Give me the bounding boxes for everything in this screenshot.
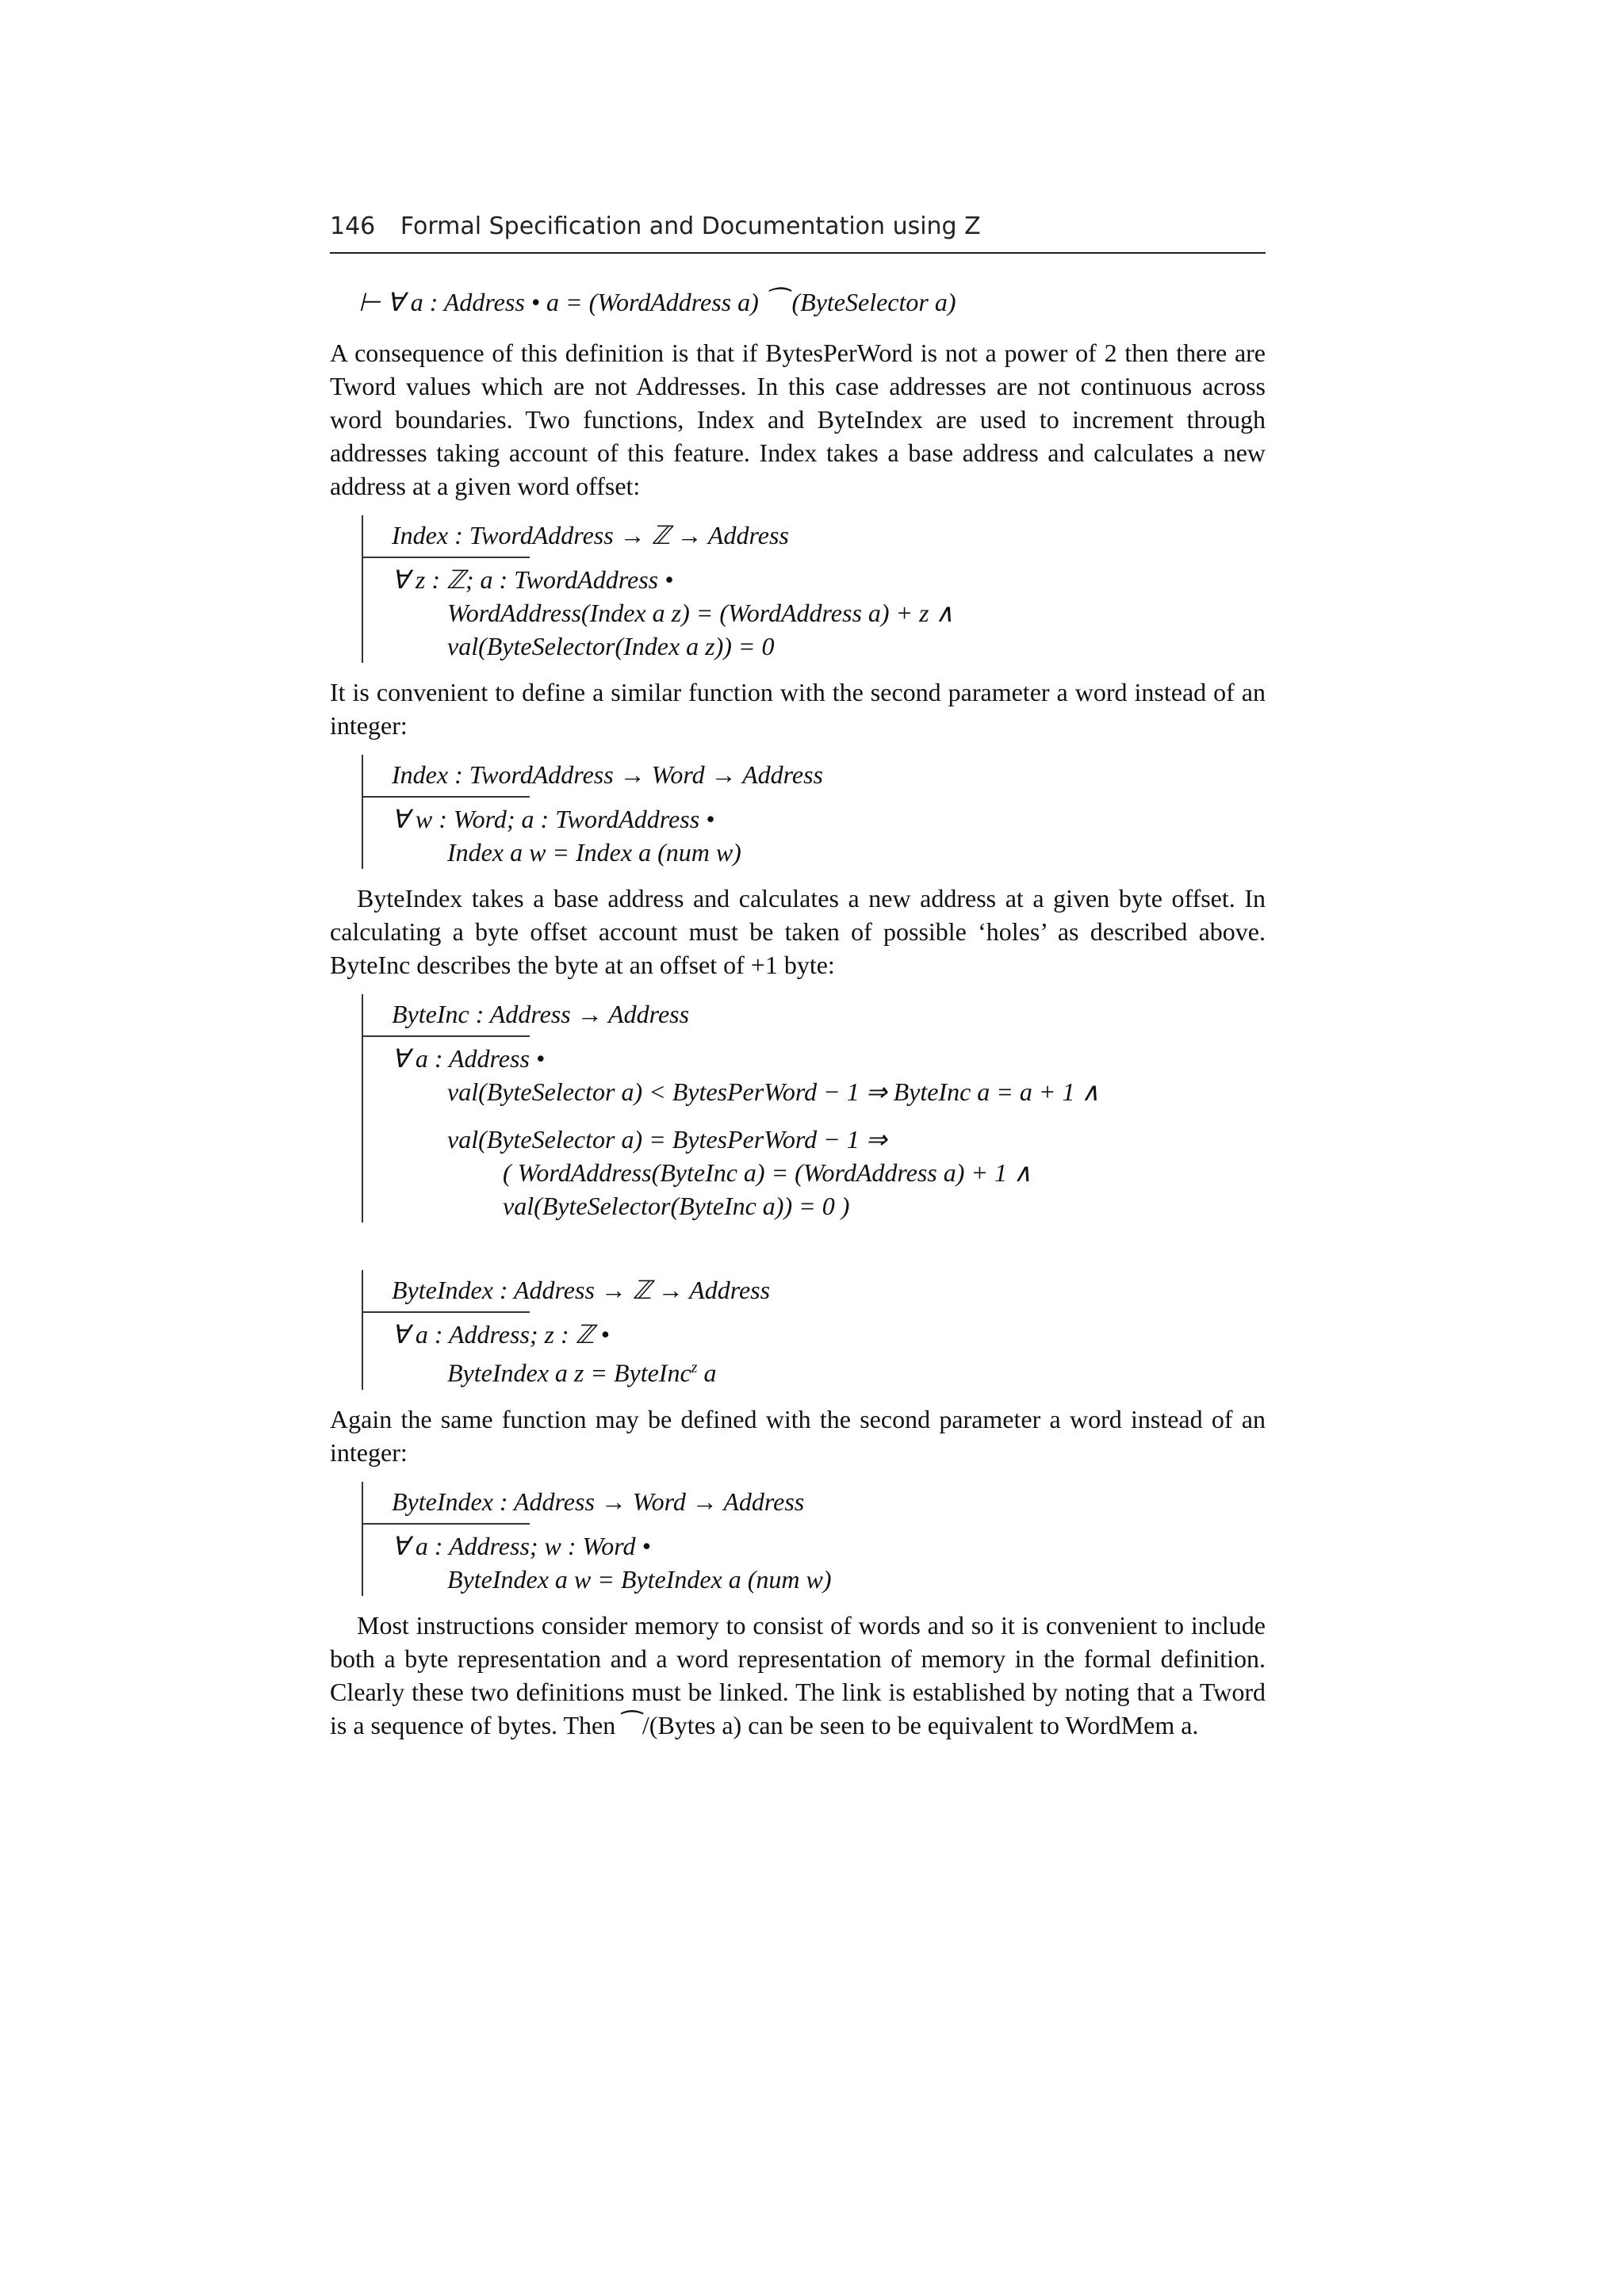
axdef-predicate-line: ∀ a : Address; w : Word •	[392, 1531, 651, 1560]
page-number: 146	[330, 212, 376, 240]
axdef-index-word	[362, 755, 1185, 869]
axdef-signature: ByteIndex : Address → Word → Address	[392, 1487, 805, 1516]
axdef-predicate-line: ∀ a : Address •	[392, 1044, 546, 1073]
axdef-signature: Index : TwordAddress → ℤ → Address	[392, 521, 789, 549]
axdef-predicate-line: ( WordAddress(ByteInc a) = (WordAddress a) + 1 ∧	[503, 1158, 1032, 1187]
axdef-divider	[363, 557, 530, 558]
paragraph-2: It is convenient to define a similar function with the second parameter a word instead of an integer:	[330, 678, 1266, 740]
axdef-divider	[363, 796, 530, 798]
axdef-predicate-line: Index a w = Index a (num w)	[447, 838, 741, 867]
axdef-predicate-line: ∀ a : Address; z : ℤ •	[392, 1320, 610, 1349]
theorem-line: ⊢ ∀ a : Address • a = (WordAddress a) ⁀ (ByteSelector a)	[358, 288, 956, 316]
body-text	[330, 285, 1266, 1742]
paragraph-1: A consequence of this definition is that if BytesPerWord is not a power of 2 then there are Tword values which are not Addresses. In this case addresses are not continuous across word boundaries. Two functions, Index and ByteIndex are used to increment through addresses taking account of this feature. Index takes a base address and calculates a new address at a given word offset:	[330, 339, 1266, 500]
axdef-divider	[363, 1035, 530, 1037]
paragraph-3: ByteIndex takes a base address and calculates a new address at a given byte offset. In calculating a byte offset account must be taken of possible ‘holes’ as described above. ByteInc describes the byte at an offset of +1 byte:	[330, 884, 1266, 979]
axdef-divider	[363, 1311, 530, 1313]
axdef-signature: ByteInc : Address → Address	[392, 1000, 690, 1028]
axdef-predicate-line: val(ByteSelector a) = BytesPerWord − 1 ⇒	[447, 1125, 887, 1154]
axdef-predicate-line: ∀ w : Word; a : TwordAddress •	[392, 805, 715, 833]
axdef-byteinc	[362, 994, 1185, 1223]
expr-text: a	[697, 1358, 717, 1387]
running-title: Formal Specification and Documentation using Z	[400, 212, 981, 240]
axdef-byteindex-integer	[362, 1270, 1185, 1390]
axdef-predicate-line: val(ByteSelector(ByteInc a)) = 0 )	[503, 1192, 850, 1220]
axdef-predicate-line: WordAddress(Index a z) = (WordAddress a) + z ∧	[447, 599, 955, 627]
axdef-predicate-line: val(ByteSelector a) < BytesPerWord − 1 ⇒ ByteInc a = a + 1 ∧	[447, 1077, 1100, 1106]
axdef-byteindex-word	[362, 1482, 1185, 1596]
axdef-predicate-line	[392, 1351, 1185, 1390]
axdef-signature: ByteIndex : Address → ℤ → Address	[392, 1276, 771, 1304]
expr-text: ByteIndex a z = ByteInc	[447, 1358, 691, 1387]
superscript-z: z	[691, 1359, 698, 1376]
paragraph-5: Most instructions consider memory to consist of words and so it is convenient to include both a byte representation and a word representation of memory in the formal definition. Clearly these two definitions must be linked. The link is established by noting that a Tword is a sequence of bytes. Then ⁀/(Bytes a) can be seen to be equivalent to WordMem a.	[330, 1610, 1266, 1739]
axdef-divider	[363, 1523, 530, 1525]
axdef-index-integer	[362, 515, 1185, 663]
axdef-predicate-line: ∀ z : ℤ; a : TwordAddress •	[392, 565, 674, 594]
paragraph-4: Again the same function may be defined with the second parameter a word instead of an integer:	[330, 1404, 1266, 1467]
axdef-predicate-line: val(ByteSelector(Index a z)) = 0	[447, 632, 775, 660]
axdef-predicate-line: ByteIndex a w = ByteIndex a (num w)	[447, 1564, 832, 1594]
running-header	[330, 212, 1266, 254]
axdef-signature: Index : TwordAddress → Word → Address	[392, 760, 823, 789]
